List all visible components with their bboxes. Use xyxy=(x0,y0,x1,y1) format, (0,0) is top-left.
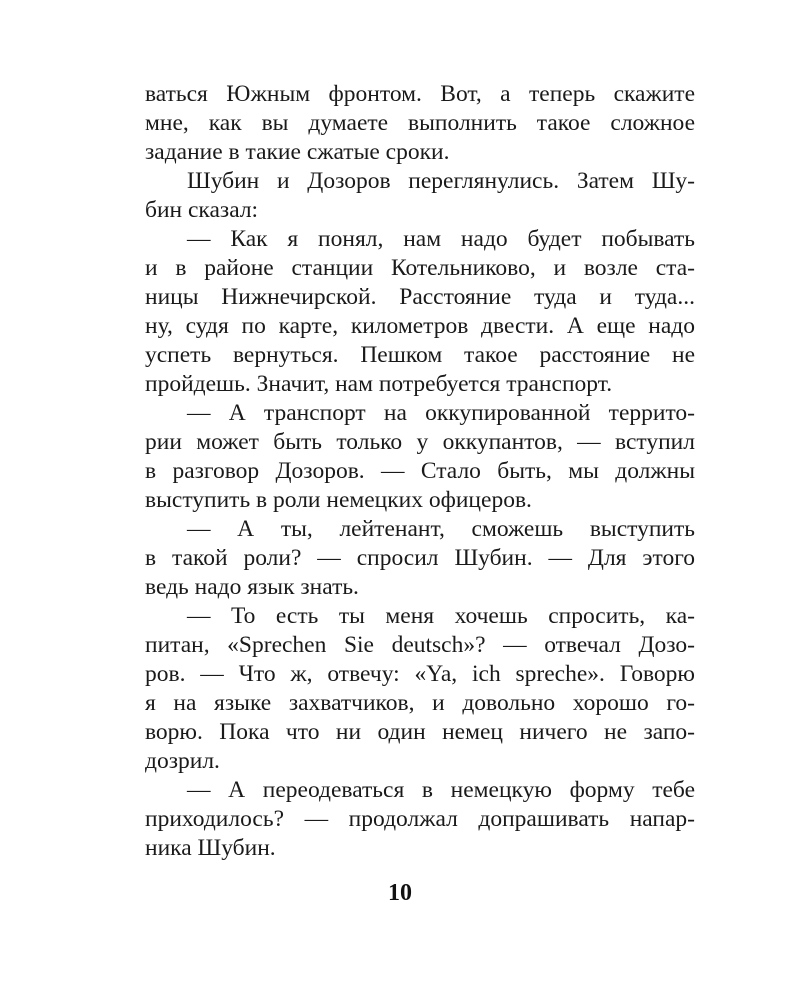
text-line: я на языке захватчиков, и довольно хорошо го- xyxy=(145,690,695,716)
text-line: — А транспорт на оккупированной террито- xyxy=(187,400,695,426)
text-line: задание в такие сжатые сроки. xyxy=(145,139,450,165)
text-line: питан, «Sprechen Sie deutsch»? — отвечал Дозо- xyxy=(145,632,695,658)
text-line: ваться Южным фронтом. Вот, а теперь скажите xyxy=(145,81,695,107)
text-line: ницы Нижнечирской. Расстояние туда и туда... xyxy=(145,284,695,310)
text-line: выступить в роли немецких офицеров. xyxy=(145,487,532,513)
text-line: ведь надо язык знать. xyxy=(145,574,359,600)
text-line: бин сказал: xyxy=(145,197,259,223)
text-line: в разговор Дозоров. — Стало быть, мы должны xyxy=(145,458,695,484)
text-line: — Как я понял, нам надо будет побывать xyxy=(187,226,695,252)
text-line: — А переодеваться в немецкую форму тебе xyxy=(187,777,695,803)
text-line: ворю. Пока что ни один немец ничего не запо- xyxy=(145,719,695,745)
text-line: — То есть ты меня хочешь спросить, ка- xyxy=(187,603,695,629)
text-line: рии может быть только у оккупантов, — вступил xyxy=(145,429,695,455)
text-line: ну, судя по карте, километров двести. А еще надо xyxy=(145,313,695,339)
text-line: мне, как вы думаете выполнить такое сложное xyxy=(145,110,695,136)
text-line: — А ты, лейтенант, сможешь выступить xyxy=(187,516,695,542)
page-number: 10 xyxy=(388,880,412,906)
text-line: приходилось? — продолжал допрашивать напар- xyxy=(145,806,695,832)
text-line: ника Шубин. xyxy=(145,835,276,861)
text-line: успеть вернуться. Пешком такое расстояние не xyxy=(145,342,695,368)
body-text xyxy=(145,80,695,863)
text-line: пройдешь. Значит, нам потребуется транспорт. xyxy=(145,371,613,397)
text-line: ров. — Что ж, отвечу: «Ya, ich spreche». Говорю xyxy=(145,661,695,687)
text-line: и в районе станции Котельниково, и возле ста- xyxy=(145,255,695,281)
text-line: дозрил. xyxy=(145,748,220,774)
text-line: в такой роли? — спросил Шубин. — Для этого xyxy=(145,545,695,571)
text-line: Шубин и Дозоров переглянулись. Затем Шу- xyxy=(187,168,695,194)
